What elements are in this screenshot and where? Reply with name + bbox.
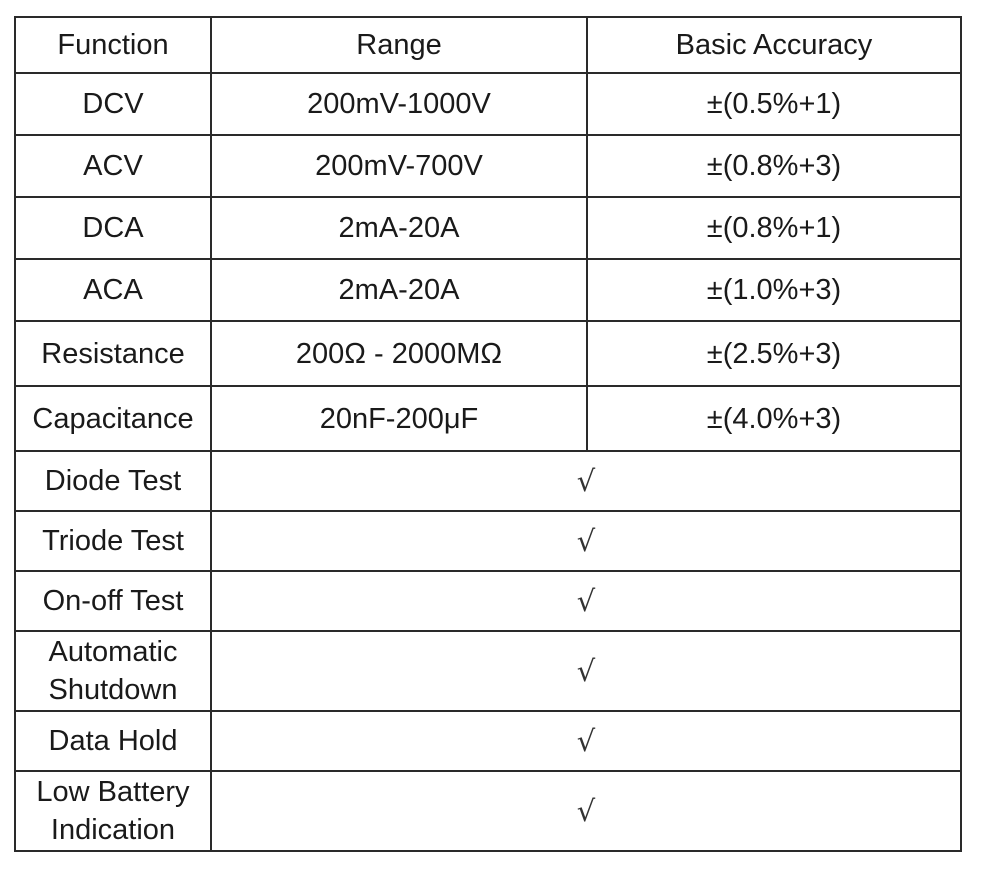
range-cell: 20nF-200μF [211,386,587,451]
function-cell: DCV [15,73,211,135]
function-cell: DCA [15,197,211,259]
feature-row [15,571,961,631]
check-mark: √ [211,451,961,511]
function-cell: Data Hold [15,711,211,771]
feature-row [15,631,961,711]
function-cell: Diode Test [15,451,211,511]
range-cell: 2mA-20A [211,259,587,321]
range-cell: 200mV-1000V [211,73,587,135]
accuracy-cell: ±(0.8%+1) [587,197,961,259]
range-cell: 200Ω - 2000MΩ [211,321,587,386]
function-cell: Automatic Shutdown [15,631,211,711]
range-cell: 200mV-700V [211,135,587,197]
table-row [15,321,961,386]
header-range: Range [211,17,587,73]
table-row [15,197,961,259]
spec-table [14,16,962,852]
header-accuracy: Basic Accuracy [587,17,961,73]
header-row [15,17,961,73]
check-mark: √ [211,711,961,771]
accuracy-cell: ±(0.8%+3) [587,135,961,197]
check-mark: √ [211,771,961,851]
feature-row [15,711,961,771]
accuracy-cell: ±(4.0%+3) [587,386,961,451]
check-mark: √ [211,631,961,711]
function-cell: ACA [15,259,211,321]
feature-row [15,511,961,571]
function-cell: On-off Test [15,571,211,631]
function-cell: Triode Test [15,511,211,571]
table-row [15,135,961,197]
function-cell: Resistance [15,321,211,386]
accuracy-cell: ±(2.5%+3) [587,321,961,386]
function-cell: ACV [15,135,211,197]
header-function: Function [15,17,211,73]
table-row [15,386,961,451]
range-cell: 2mA-20A [211,197,587,259]
feature-row [15,771,961,851]
accuracy-cell: ±(1.0%+3) [587,259,961,321]
table-row [15,259,961,321]
function-cell: Low Battery Indication [15,771,211,851]
table-row [15,73,961,135]
check-mark: √ [211,511,961,571]
accuracy-cell: ±(0.5%+1) [587,73,961,135]
check-mark: √ [211,571,961,631]
function-cell: Capacitance [15,386,211,451]
feature-row [15,451,961,511]
